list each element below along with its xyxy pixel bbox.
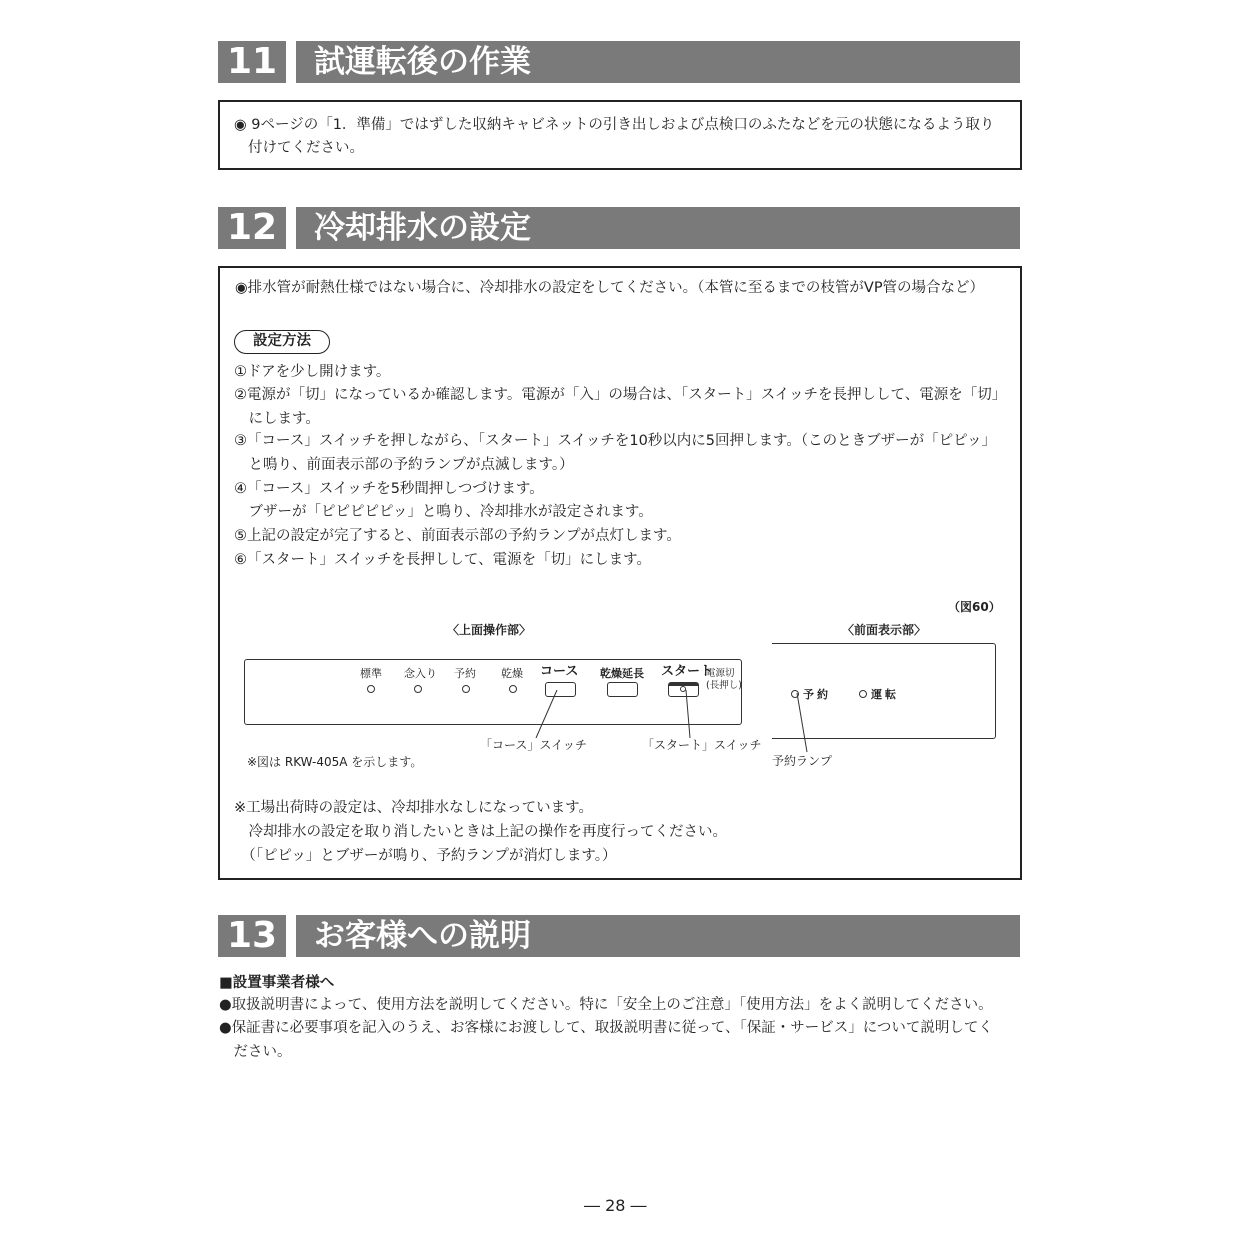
start-label: スタート bbox=[661, 664, 714, 679]
bullet-line: ●保証書に必要事項を記入のうえ、お客様にお渡しして、取扱説明書に従って、「保証・サービス」について説明してく bbox=[219, 1020, 993, 1036]
method-label: 設定方法 bbox=[234, 330, 330, 354]
note-line: 冷却排水の設定を取り消したいときは上記の操作を再度行ってください。 bbox=[234, 824, 727, 840]
model-note: ※図は RKW-405A を示します。 bbox=[247, 755, 423, 769]
step-line: にします。 bbox=[234, 411, 320, 427]
figure-number: （図60） bbox=[948, 600, 1001, 614]
step-line: ③「コース」スイッチを押しながら、「スタート」スイッチを10秒以内に5回押します。（このときブザーが「ピピッ」 bbox=[234, 433, 997, 449]
lamp-label: 念入り bbox=[404, 667, 437, 680]
course-switch-callout: 「コース」スイッチ bbox=[480, 738, 587, 752]
step-line: ②電源が「切」になっているか確認します。電源が「入」の場合は、「スタート」スイッチを長押しして、電源を「切」 bbox=[234, 387, 1007, 403]
section-11-text: ◉ 9ページの「1．準備」ではずした収納キャビネットの引き出しおよび点検口のふたなどを元の状態になるよう取り bbox=[234, 117, 995, 133]
step-line: ブザーが「ピピピピピッ」と鳴り、冷却排水が設定されます。 bbox=[234, 504, 653, 520]
step-line: ⑥「スタート」スイッチを長押しして、電源を「切」にします。 bbox=[234, 552, 651, 568]
note-line: （「ピピッ」とブザーが鳴り、予約ランプが消灯します。） bbox=[234, 848, 617, 864]
section-title: お客様への説明 bbox=[296, 915, 1020, 957]
section-title: 試運転後の作業 bbox=[296, 41, 1020, 83]
dry-extension-label: 乾燥延長 bbox=[600, 667, 644, 680]
lamp-label: 乾燥 bbox=[501, 667, 523, 680]
course-label: コース bbox=[540, 664, 579, 679]
reserve-lamp-callout: 予約ランプ bbox=[772, 754, 833, 768]
lamp-label: 予約 bbox=[454, 667, 476, 680]
top-panel-caption: 〈上面操作部〉 bbox=[447, 623, 532, 637]
power-off-label: 電源切 bbox=[706, 668, 735, 679]
long-press-label: (長押し) bbox=[706, 680, 742, 691]
subheading: ■設置事業者様へ bbox=[219, 975, 335, 991]
intro-text: ◉排水管が耐熱仕様ではない場合に、冷却排水の設定をしてください。（本管に至るまでの枝管がVP管の場合など） bbox=[235, 280, 985, 296]
step-line: ⑤上記の設定が完了すると、前面表示部の予約ランプが点灯します。 bbox=[234, 528, 681, 544]
section-13-header bbox=[218, 915, 1020, 957]
start-switch-callout: 「スタート」スイッチ bbox=[642, 738, 762, 752]
step-line: と鳴り、前面表示部の予約ランプが点滅します。） bbox=[234, 457, 574, 473]
front-lamp-label: 運転 bbox=[871, 688, 899, 701]
section-number: 13 bbox=[218, 915, 286, 957]
note-line: ※工場出荷時の設定は、冷却排水なしになっています。 bbox=[234, 800, 593, 816]
step-line: ④「コース」スイッチを5秒間押しつづけます。 bbox=[234, 481, 544, 497]
front-lamp-label: 予約 bbox=[803, 688, 831, 701]
bullet-line: ●取扱説明書によって、使用方法を説明してください。特に「安全上のご注意」「使用方法」をよく説明してください。 bbox=[219, 997, 993, 1013]
lamp-label: 標準 bbox=[360, 667, 382, 680]
bullet-line: ださい。 bbox=[219, 1044, 292, 1060]
section-number: 12 bbox=[218, 207, 286, 249]
front-panel-caption: 〈前面表示部〉 bbox=[842, 623, 927, 637]
section-number: 11 bbox=[218, 41, 286, 83]
page-number: ― 28 ― bbox=[584, 1196, 647, 1215]
step-line: ①ドアを少し開けます。 bbox=[234, 364, 391, 380]
section-11-text: 付けてください。 bbox=[248, 140, 364, 156]
section-title: 冷却排水の設定 bbox=[296, 207, 1020, 249]
